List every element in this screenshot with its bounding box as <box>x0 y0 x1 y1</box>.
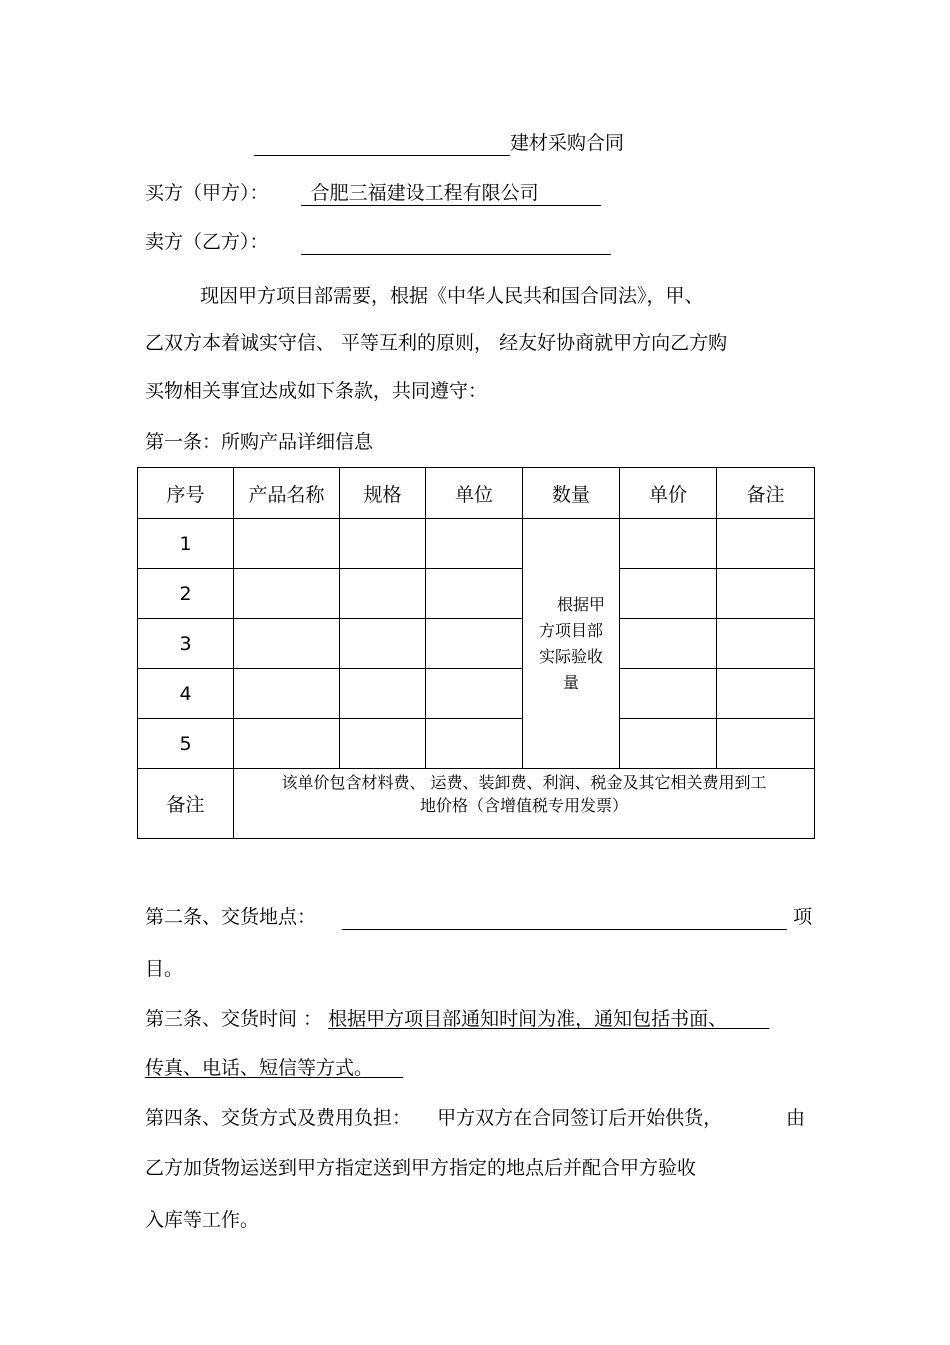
remark-text-cell <box>234 769 815 839</box>
remark-text-line: 地价格（含增值税专用发票） <box>419 796 628 815</box>
cell-spec <box>340 669 426 719</box>
header-remark: 备注 <box>717 468 815 519</box>
seller-line <box>145 230 611 255</box>
article2-suffix: 项 <box>793 906 813 928</box>
cell-spec <box>340 619 426 669</box>
cell-remark <box>717 569 815 619</box>
cell-remark <box>717 619 815 669</box>
row-number: 4 <box>138 669 234 719</box>
remark-label: 备注 <box>138 769 234 839</box>
article4-label: 第四条、交货方式及费用负担： <box>145 1107 412 1129</box>
seller-label: 卖方（乙方）： <box>145 231 269 253</box>
product-table <box>137 467 815 839</box>
quantity-note-line: 实际验收 <box>538 646 603 666</box>
cell-product-name <box>234 719 340 769</box>
buyer-name: 合肥三福建设工程有限公司 <box>310 182 539 204</box>
article4-line-1 <box>145 1106 722 1130</box>
row-number: 3 <box>138 619 234 669</box>
article3-text-1: 根据甲方项目部通知时间为准，通知包括书面、 <box>328 1008 728 1030</box>
header-unit: 单位 <box>426 468 523 519</box>
table-row <box>138 669 815 719</box>
cell-unit <box>426 669 523 719</box>
cell-product-name <box>234 569 340 619</box>
row-number: 1 <box>138 519 234 569</box>
buyer-name-field <box>301 181 601 206</box>
table-row <box>138 719 815 769</box>
article2-label: 第二条、交货地点： <box>145 906 317 928</box>
quantity-note-line: 量 <box>562 672 579 692</box>
article2-line <box>145 905 812 930</box>
cell-spec <box>340 719 426 769</box>
quantity-note-cell <box>523 519 620 769</box>
cell-unit <box>426 619 523 669</box>
project-name-blank <box>254 131 510 156</box>
cell-remark <box>717 669 815 719</box>
cell-unit-price <box>620 619 717 669</box>
buyer-label: 买方（甲方）： <box>145 182 269 204</box>
table-row <box>138 519 815 569</box>
table-remark-row <box>138 769 815 839</box>
row-number: 2 <box>138 569 234 619</box>
article2-line-2: 目。 <box>145 958 184 980</box>
cell-remark <box>717 719 815 769</box>
cell-unit <box>426 519 523 569</box>
contract-title-line <box>254 131 624 156</box>
seller-name-blank <box>301 230 611 255</box>
cell-unit <box>426 569 523 619</box>
remark-text-line: 该单价包含材料费、 运费、装卸费、利润、税金及其它相关费用到工 <box>281 773 767 792</box>
cell-product-name <box>234 619 340 669</box>
article4-text: 甲方双方在合同签订后开始供货， <box>437 1107 723 1129</box>
cell-unit-price <box>620 569 717 619</box>
cell-remark <box>717 519 815 569</box>
quantity-note-line: 根据甲 <box>556 594 605 614</box>
header-spec: 规格 <box>340 468 426 519</box>
article4-line-2: 乙方加货物运送到甲方指定送到甲方指定的地点后并配合甲方验收 <box>145 1157 697 1179</box>
preamble-line-1: 现因甲方项目部需要，根据《中华人民共和国合同法》，甲、 <box>200 285 704 307</box>
delivery-location-blank <box>342 905 787 930</box>
article3-label: 第三条、交货时间 ： <box>145 1008 323 1030</box>
preamble-line-3: 买物相关事宜达成如下条款，共同遵守： <box>145 380 488 402</box>
article1-title: 第一条：所购产品详细信息 <box>145 431 374 453</box>
cell-spec <box>340 519 426 569</box>
article4-line-3: 入库等工作。 <box>145 1209 260 1231</box>
preamble-line-2: 乙双方本着诚实守信、 平等互利的原则， 经友好协商就甲方向乙方购 <box>145 332 728 354</box>
row-number: 5 <box>138 719 234 769</box>
header-unit-price: 单价 <box>620 468 717 519</box>
table-row <box>138 619 815 669</box>
cell-unit-price <box>620 669 717 719</box>
cell-unit-price <box>620 719 717 769</box>
cell-unit <box>426 719 523 769</box>
cell-unit-price <box>620 519 717 569</box>
table-row <box>138 569 815 619</box>
cell-spec <box>340 569 426 619</box>
article4-line-1-end: 由 <box>786 1107 806 1129</box>
article3-line <box>145 1007 769 1031</box>
header-product-name: 产品名称 <box>234 468 340 519</box>
cell-product-name <box>234 519 340 569</box>
table-header-row <box>138 468 815 519</box>
cell-product-name <box>234 669 340 719</box>
buyer-line <box>145 181 601 206</box>
article3-text-2: 传真、电话、短信等方式。 <box>145 1057 374 1079</box>
header-quantity: 数量 <box>523 468 620 519</box>
header-serial: 序号 <box>138 468 234 519</box>
contract-title: 建材采购合同 <box>510 132 625 154</box>
quantity-note-line: 方项目部 <box>538 620 603 640</box>
article3-line-2 <box>145 1056 403 1080</box>
